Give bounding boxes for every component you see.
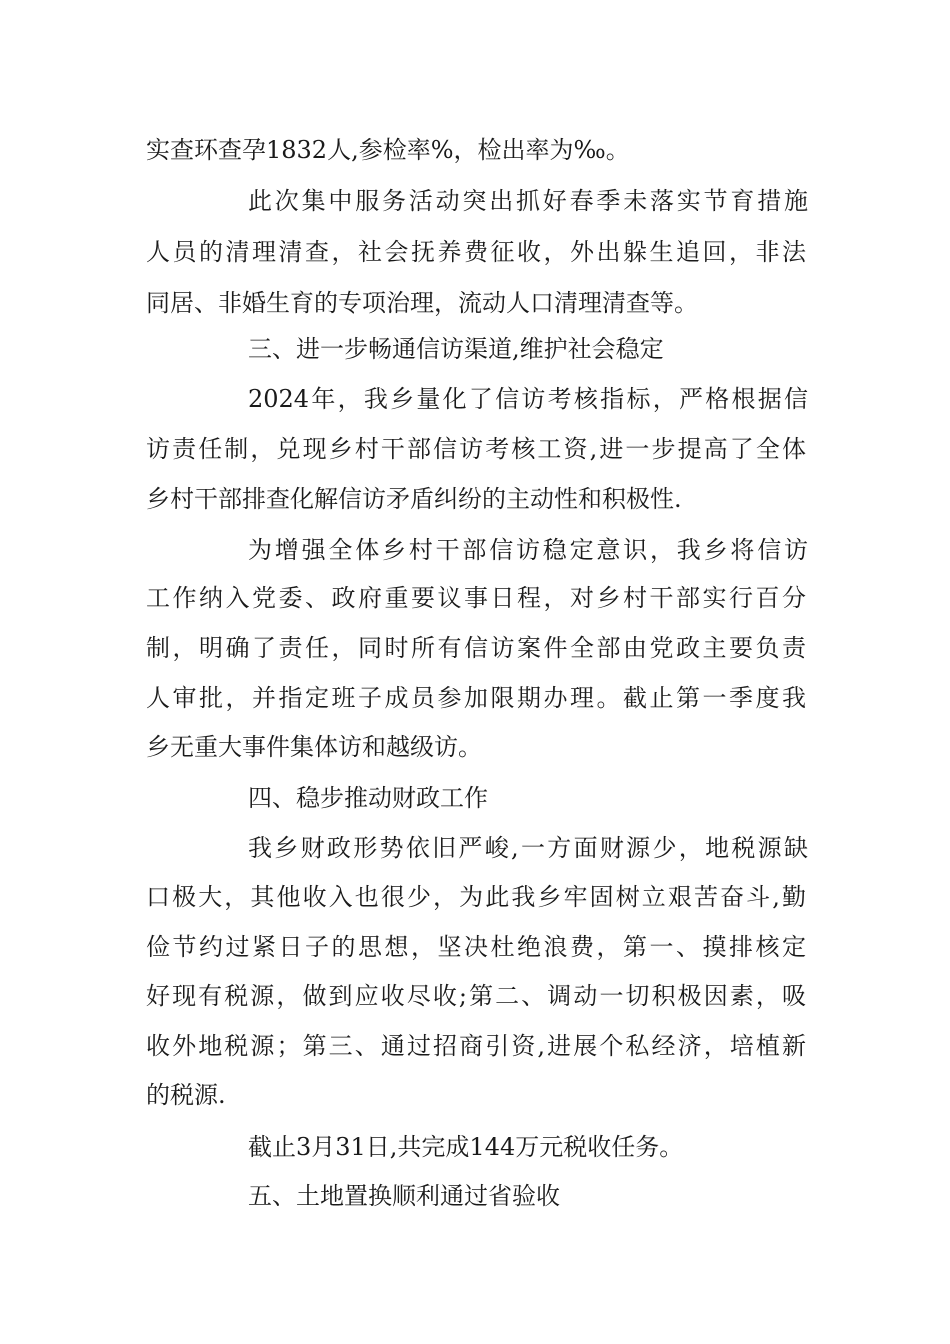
text-line-7: 访责任制，兑现乡村干部信访考核工资,进一步提高了全体 xyxy=(146,435,806,463)
text-line-3: 人员的清理清查，社会抚养费征收，外出躲生追回，非法 xyxy=(146,238,806,266)
text-line-17: 俭节约过紧日子的思想，坚决杜绝浪费，第一、摸排核定 xyxy=(146,933,806,961)
text-line-4: 同居、非婚生育的专项治理，流动人口清理清查等。 xyxy=(146,289,698,317)
section-heading-4: 四、稳步推动财政工作 xyxy=(248,784,488,812)
text-line-9: 为增强全体乡村干部信访稳定意识，我乡将信访 xyxy=(248,536,808,564)
text-line-2: 此次集中服务活动突出抓好春季未落实节育措施 xyxy=(248,187,808,215)
text-line-18: 好现有税源，做到应收尽收;第二、调动一切积极因素，吸 xyxy=(146,982,806,1010)
text-line-11: 制，明确了责任，同时所有信访案件全部由党政主要负责 xyxy=(146,634,806,662)
section-heading-5: 五、土地置换顺利通过省验收 xyxy=(248,1182,560,1210)
text-line-16: 口极大，其他收入也很少，为此我乡牢固树立艰苦奋斗,勤 xyxy=(146,883,806,911)
text-line-10: 工作纳入党委、政府重要议事日程，对乡村干部实行百分 xyxy=(146,584,806,612)
text-line-13: 乡无重大事件集体访和越级访。 xyxy=(146,733,482,761)
text-line-1: 实查环查孕1832人,参检率%，检出率为‰。 xyxy=(146,136,630,164)
text-line-20: 的税源. xyxy=(146,1081,226,1109)
text-line-15: 我乡财政形势依旧严峻,一方面财源少，地税源缺 xyxy=(248,834,808,862)
text-line-6: 2024年，我乡量化了信访考核指标，严格根据信 xyxy=(248,385,808,413)
text-line-12: 人审批，并指定班子成员参加限期办理。截止第一季度我 xyxy=(146,684,806,712)
section-heading-3: 三、进一步畅通信访渠道,维护社会稳定 xyxy=(248,335,664,363)
text-line-8: 乡村干部排查化解信访矛盾纠纷的主动性和积极性. xyxy=(146,485,682,513)
text-line-19: 收外地税源；第三、通过招商引资,进展个私经济，培植新 xyxy=(146,1032,806,1060)
text-line-21: 截止3月31日,共完成144万元税收任务。 xyxy=(248,1133,684,1161)
